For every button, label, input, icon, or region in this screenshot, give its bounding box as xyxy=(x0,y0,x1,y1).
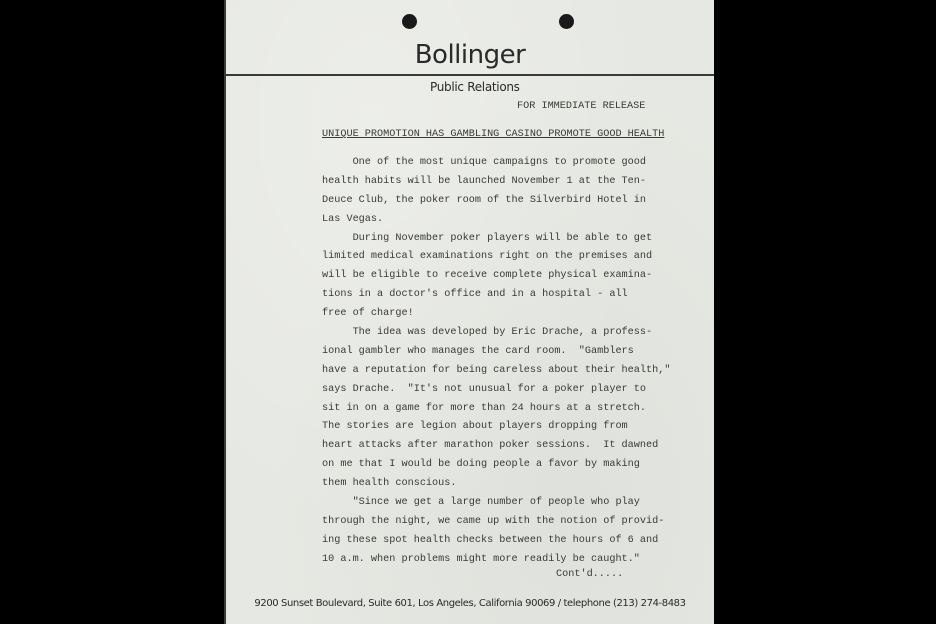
company-name: Bollinger xyxy=(414,40,526,70)
footer-address: 9200 Sunset Boulevard, Suite 601, Los Angeles, California 90069 / telephone (213) 274-8483 xyxy=(254,598,686,609)
body-text xyxy=(322,154,671,570)
release-label: FOR IMMEDIATE RELEASE xyxy=(517,101,646,112)
body-line: says Drache. "It's not unusual for a poker player to xyxy=(322,383,647,395)
body-line: health habits will be launched November 1 at the Ten- xyxy=(322,175,647,187)
body-line: have a reputation for being careless about their health," xyxy=(322,364,671,376)
body-line: Deuce Club, the poker room of the Silverbird Hotel in xyxy=(322,194,647,206)
body-line: free of charge! xyxy=(322,308,414,320)
body-line: ional gambler who manages the card room. "Gamblers xyxy=(322,345,634,357)
letterhead-rule xyxy=(226,74,714,76)
body-line: limited medical examinations right on the premises and xyxy=(322,251,653,263)
continued-note: Cont'd..... xyxy=(556,569,624,580)
body-line: them health conscious. xyxy=(322,478,457,490)
body-line: heart attacks after marathon poker sessions. It dawned xyxy=(322,440,659,452)
punch-hole xyxy=(402,14,417,29)
body-line: "Since we get a large number of people who play xyxy=(322,497,640,509)
punch-hole xyxy=(559,14,574,29)
headline: UNIQUE PROMOTION HAS GAMBLING CASINO PROMOTE GOOD HEALTH xyxy=(322,129,665,140)
body-line: will be eligible to receive complete physical examina- xyxy=(322,270,653,282)
company-tagline: Public Relations xyxy=(430,80,520,94)
body-line: Las Vegas. xyxy=(322,213,384,225)
body-line: 10 a.m. when problems might more readily be caught." xyxy=(322,553,640,565)
document-page xyxy=(224,0,714,624)
body-line: The idea was developed by Eric Drache, a profess- xyxy=(322,327,653,339)
body-line: During November poker players will be able to get xyxy=(322,232,653,244)
body-line: on me that I would be doing people a favor by making xyxy=(322,459,640,471)
body-line: sit in on a game for more than 24 hours at a stretch. xyxy=(322,402,647,414)
body-line: ing these spot health checks between the hours of 6 and xyxy=(322,534,659,546)
body-line: through the night, we came up with the notion of provid- xyxy=(322,515,665,527)
body-line: The stories are legion about players dropping from xyxy=(322,421,628,433)
body-line: One of the most unique campaigns to promote good xyxy=(322,157,647,168)
body-line: tions in a doctor's office and in a hospital - all xyxy=(322,289,628,301)
